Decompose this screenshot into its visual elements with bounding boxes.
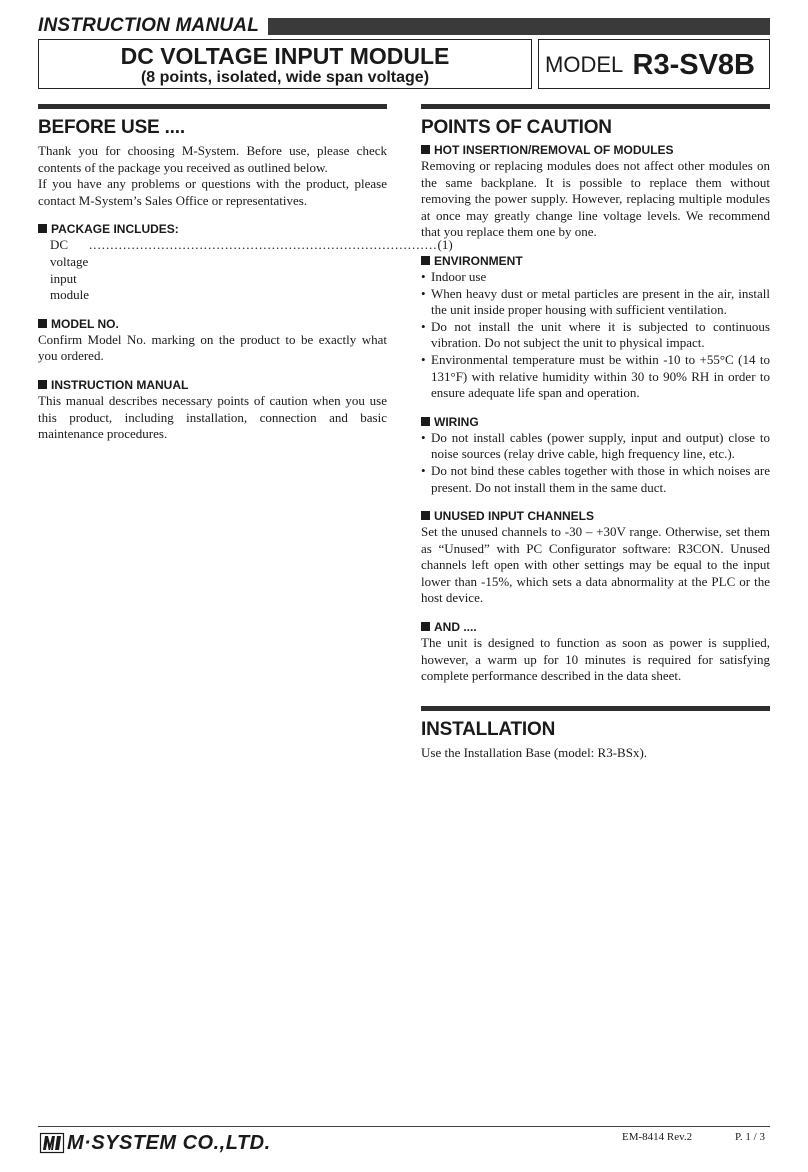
square-bullet-icon — [421, 622, 430, 631]
bullet-icon: • — [421, 351, 426, 367]
document-type-label: INSTRUCTION MANUAL — [38, 15, 260, 36]
subheading-model-no — [38, 316, 387, 332]
subheading-and — [421, 619, 770, 635]
left-column — [38, 104, 453, 443]
square-bullet-icon — [421, 145, 430, 154]
m-system-logo-icon — [40, 1133, 64, 1153]
subheading-text: WIRING — [434, 414, 479, 429]
section-title-installation: INSTALLATION — [421, 718, 556, 740]
bullet-icon: • — [421, 268, 426, 284]
square-bullet-icon — [38, 319, 47, 328]
section-rule — [421, 104, 770, 109]
hot-insertion-text: Removing or replacing modules does not affect other modules on the same backplane. It is possible to replace them without removing the power supply. However, replacing multiple modules at once may greatly change line voltage levels. We recommend that you replace them one by one. — [421, 158, 770, 240]
square-bullet-icon — [421, 417, 430, 426]
package-item-qty: (1) — [437, 237, 453, 253]
subheading-text: HOT INSERTION/REMOVAL OF MODULES — [434, 143, 674, 157]
bullet-icon: • — [421, 462, 426, 478]
subheading-wiring — [421, 414, 770, 430]
leader-dots: .................................................................................. — [89, 237, 438, 253]
before-use-intro-2: If you have any problems or questions with the product, please contact M-System’s Sales Office or representatives. — [38, 176, 387, 208]
document-subtitle: (8 points, isolated, wide span voltage) — [140, 69, 430, 86]
title-box — [38, 39, 532, 89]
model-box — [538, 39, 770, 89]
bullet-icon: • — [421, 318, 426, 334]
section-title-points-of-caution: POINTS OF CAUTION — [421, 117, 612, 138]
document-title: DC VOLTAGE INPUT MODULE — [120, 43, 450, 69]
list-item — [421, 463, 770, 496]
document-number: EM-8414 Rev.2 — [622, 1131, 693, 1143]
right-column — [421, 104, 770, 761]
list-item — [421, 352, 770, 402]
bullet-icon: • — [421, 285, 426, 301]
footer-rule — [38, 1126, 770, 1127]
section-title-before-use: BEFORE USE .... — [38, 117, 185, 138]
and-text: The unit is designed to function as soon as power is supplied, however, a warm up for 10 minutes is required for satisfying complete performance described in the data sheet. — [421, 635, 770, 684]
list-item-text: Do not install cables (power supply, input and output) close to noise sources (relay drive cable, high frequency line, etc.). — [431, 429, 770, 462]
company-logo — [40, 1131, 271, 1155]
subheading-text: MODEL NO. — [51, 316, 119, 331]
list-item-text: Environmental temperature must be within -10 to +55°C (14 to 131°F) with relative humidity within 30 to 90% RH in order to ensure adequate life span and operation. — [431, 351, 770, 401]
section-rule — [38, 104, 387, 109]
model-code: R3-SV8B — [632, 49, 755, 81]
list-item — [421, 430, 770, 463]
subheading-text: UNUSED INPUT CHANNELS — [434, 509, 595, 524]
list-item-text: When heavy dust or metal particles are present in the air, install the unit inside proper housing with sufficient ventilation. — [431, 285, 770, 318]
subheading-hot-insertion — [421, 142, 770, 158]
unused-channels-text: Set the unused channels to -30 – +30V range. Otherwise, set them as “Unused” with PC Configurator software: R3CON. Unused channels left open with other settings may be equal to the input lower than -15%, which sets a data abnormality at the PLC or the host device. — [421, 524, 770, 606]
header-bar — [268, 18, 770, 35]
before-use-intro: Thank you for choosing M-System. Before use, please check contents of the package you received as outlined below. — [38, 143, 387, 175]
subheading-text: INSTRUCTION MANUAL — [51, 377, 189, 392]
list-item — [421, 269, 770, 286]
installation-text: Use the Installation Base (model: R3-BSx). — [421, 744, 648, 760]
company-name: M·SYSTEM CO.,LTD. — [67, 1132, 271, 1154]
list-item — [421, 286, 770, 319]
bullet-icon: • — [421, 429, 426, 445]
page-number: P. 1 / 3 — [735, 1131, 765, 1143]
list-item-text: Do not install the unit where it is subjected to continuous vibration. Do not subject the unit to physical impact. — [431, 318, 770, 351]
list-item — [421, 319, 770, 352]
subheading-text: ENVIRONMENT — [434, 253, 523, 268]
square-bullet-icon — [421, 511, 430, 520]
package-item-name: DC voltage input module — [50, 237, 89, 303]
model-label: MODEL — [545, 52, 624, 77]
square-bullet-icon — [38, 380, 47, 389]
subheading-environment — [421, 253, 770, 269]
subheading-unused-input-channels — [421, 508, 770, 524]
list-item-text: Indoor use — [431, 268, 487, 284]
square-bullet-icon — [38, 224, 47, 233]
subheading-text: PACKAGE INCLUDES: — [51, 222, 179, 237]
instruction-manual-text: This manual describes necessary points of caution when you use this product, including installation, connection and basic maintenance procedures. — [38, 392, 387, 442]
square-bullet-icon — [421, 256, 430, 265]
section-rule — [421, 706, 770, 711]
list-item-text: Do not bind these cables together with those in which noises are present. Do not install them in the same duct. — [431, 462, 770, 495]
model-no-text: Confirm Model No. marking on the product to be exactly what you ordered. — [38, 331, 387, 364]
subheading-package-includes — [38, 221, 387, 237]
package-item-row — [38, 237, 453, 303]
subheading-instruction-manual — [38, 377, 387, 393]
subheading-text: AND .... — [434, 620, 477, 635]
